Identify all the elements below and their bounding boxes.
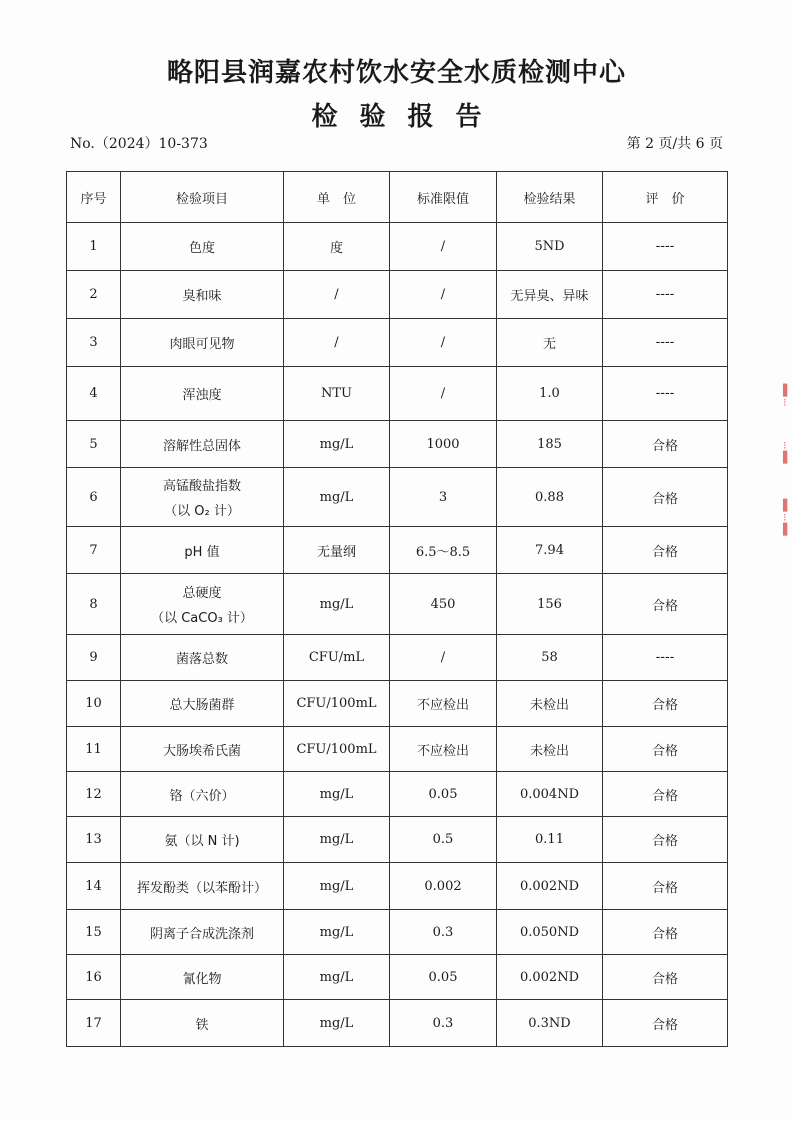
table-header-row [67, 172, 728, 223]
cell-limit: 0.002 [390, 863, 497, 910]
cell-unit: NTU [284, 367, 390, 421]
cell-item [121, 574, 284, 635]
cell-limit: 450 [390, 574, 497, 635]
cell-no: 9 [67, 635, 121, 681]
table-row [67, 574, 728, 635]
cell-item [121, 468, 284, 527]
cell-eval: 合格 [603, 910, 728, 955]
table-row [67, 772, 728, 817]
col-header-no: 序号 [67, 172, 121, 223]
cell-item: 臭和味 [121, 271, 284, 319]
cell-eval: ---- [603, 271, 728, 319]
cell-unit: mg/L [284, 1000, 390, 1047]
cell-limit: 1000 [390, 421, 497, 468]
cell-result: 未检出 [497, 681, 603, 727]
cell-unit: mg/L [284, 468, 390, 527]
cell-limit: / [390, 319, 497, 367]
cell-limit: 6.5～8.5 [390, 527, 497, 574]
col-header-item: 检验项目 [121, 172, 284, 223]
cell-eval: ---- [603, 223, 728, 271]
cell-no: 1 [67, 223, 121, 271]
table-row [67, 910, 728, 955]
cell-no: 5 [67, 421, 121, 468]
col-header-result: 检验结果 [497, 172, 603, 223]
cell-eval: 合格 [603, 574, 728, 635]
cell-unit: mg/L [284, 955, 390, 1000]
cell-limit: 0.5 [390, 817, 497, 863]
cell-unit: mg/L [284, 421, 390, 468]
seam-stamp-fragment: ▌ ⁝ [783, 384, 792, 409]
cell-limit: 3 [390, 468, 497, 527]
cell-result: 5ND [497, 223, 603, 271]
table-row [67, 1000, 728, 1047]
cell-no: 17 [67, 1000, 121, 1047]
cell-item: 大肠埃希氏菌 [121, 727, 284, 772]
cell-result: 未检出 [497, 727, 603, 772]
cell-unit: CFU/mL [284, 635, 390, 681]
cell-item: 氨（以 N 计) [121, 817, 284, 863]
cell-eval: 合格 [603, 468, 728, 527]
item-basis: （以 O₂ 计） [164, 504, 240, 519]
cell-result: 0.050ND [497, 910, 603, 955]
report-title: 检验报告 [311, 102, 504, 132]
cell-no: 4 [67, 367, 121, 421]
cell-unit: 度 [284, 223, 390, 271]
cell-eval: ---- [603, 319, 728, 367]
table-row [67, 817, 728, 863]
cell-no: 7 [67, 527, 121, 574]
cell-unit: / [284, 319, 390, 367]
table-row [67, 727, 728, 772]
cell-item: 总大肠菌群 [121, 681, 284, 727]
cell-item: 阴离子合成洗涤剂 [121, 910, 284, 955]
cell-eval: 合格 [603, 955, 728, 1000]
cell-limit: / [390, 271, 497, 319]
results-table [66, 171, 728, 1047]
col-header-limit: 标准限值 [390, 172, 497, 223]
cell-result: 0.002ND [497, 955, 603, 1000]
cell-result: 156 [497, 574, 603, 635]
page-indicator: 第 2 页/共 6 页 [626, 136, 723, 152]
organization-title: 略阳县润嘉农村饮水安全水质检测中心 [166, 58, 626, 88]
cell-unit: / [284, 271, 390, 319]
cell-eval: 合格 [603, 527, 728, 574]
table-row [67, 319, 728, 367]
cell-no: 16 [67, 955, 121, 1000]
cell-result: 58 [497, 635, 603, 681]
table-row [67, 421, 728, 468]
cell-result: 0.3ND [497, 1000, 603, 1047]
cell-result: 1.0 [497, 367, 603, 421]
cell-result: 185 [497, 421, 603, 468]
cell-result: 0.002ND [497, 863, 603, 910]
cell-item: 肉眼可见物 [121, 319, 284, 367]
cell-result: 0.004ND [497, 772, 603, 817]
cell-limit: 不应检出 [390, 681, 497, 727]
cell-limit: 0.05 [390, 772, 497, 817]
cell-eval: 合格 [603, 681, 728, 727]
cell-result: 0.11 [497, 817, 603, 863]
table-row [67, 635, 728, 681]
cell-unit: mg/L [284, 574, 390, 635]
cell-result: 7.94 [497, 527, 603, 574]
cell-item: 挥发酚类（以苯酚计） [121, 863, 284, 910]
cell-eval: 合格 [603, 817, 728, 863]
cell-unit: mg/L [284, 772, 390, 817]
seam-stamp-fragment: ⁝ ▌ [783, 439, 792, 464]
cell-item: 色度 [121, 223, 284, 271]
table-row [67, 681, 728, 727]
cell-eval: ---- [603, 635, 728, 681]
cell-unit: mg/L [284, 863, 390, 910]
cell-limit: 0.3 [390, 910, 497, 955]
cell-no: 14 [67, 863, 121, 910]
cell-item: 菌落总数 [121, 635, 284, 681]
cell-eval: 合格 [603, 1000, 728, 1047]
cell-limit: / [390, 367, 497, 421]
cell-unit: 无量纲 [284, 527, 390, 574]
table-row [67, 223, 728, 271]
cell-item: 溶解性总固体 [121, 421, 284, 468]
cell-eval: ---- [603, 367, 728, 421]
cell-unit: mg/L [284, 817, 390, 863]
cell-item: 铬（六价） [121, 772, 284, 817]
cell-unit: CFU/100mL [284, 681, 390, 727]
cell-eval: 合格 [603, 772, 728, 817]
cell-no: 3 [67, 319, 121, 367]
cell-no: 6 [67, 468, 121, 527]
table-row [67, 527, 728, 574]
cell-limit: 不应检出 [390, 727, 497, 772]
seam-stamp-fragment: ▌ ⁝ ▌ [783, 499, 792, 536]
table-row [67, 367, 728, 421]
col-header-eval: 评 价 [603, 172, 728, 223]
table-row [67, 863, 728, 910]
cell-result: 无异臭、异味 [497, 271, 603, 319]
cell-eval: 合格 [603, 421, 728, 468]
cell-unit: CFU/100mL [284, 727, 390, 772]
cell-no: 12 [67, 772, 121, 817]
cell-item: 氰化物 [121, 955, 284, 1000]
cell-no: 2 [67, 271, 121, 319]
report-number: No.（2024）10-373 [70, 136, 208, 152]
item-name: 高锰酸盐指数 [162, 479, 241, 494]
cell-no: 15 [67, 910, 121, 955]
item-basis: （以 CaCO₃ 计） [151, 611, 253, 626]
cell-limit: 0.05 [390, 955, 497, 1000]
cell-item: 浑浊度 [121, 367, 284, 421]
cell-eval: 合格 [603, 727, 728, 772]
cell-limit: / [390, 223, 497, 271]
cell-no: 11 [67, 727, 121, 772]
cell-item: pH 值 [121, 527, 284, 574]
cell-limit: 0.3 [390, 1000, 497, 1047]
cell-item: 铁 [121, 1000, 284, 1047]
cell-result: 0.88 [497, 468, 603, 527]
cell-no: 8 [67, 574, 121, 635]
item-name: 总硬度 [182, 586, 222, 601]
cell-result: 无 [497, 319, 603, 367]
cell-unit: mg/L [284, 910, 390, 955]
table-row [67, 468, 728, 527]
cell-no: 13 [67, 817, 121, 863]
table-row [67, 955, 728, 1000]
cell-no: 10 [67, 681, 121, 727]
cell-eval: 合格 [603, 863, 728, 910]
table-row [67, 271, 728, 319]
cell-limit: / [390, 635, 497, 681]
col-header-unit: 单 位 [284, 172, 390, 223]
